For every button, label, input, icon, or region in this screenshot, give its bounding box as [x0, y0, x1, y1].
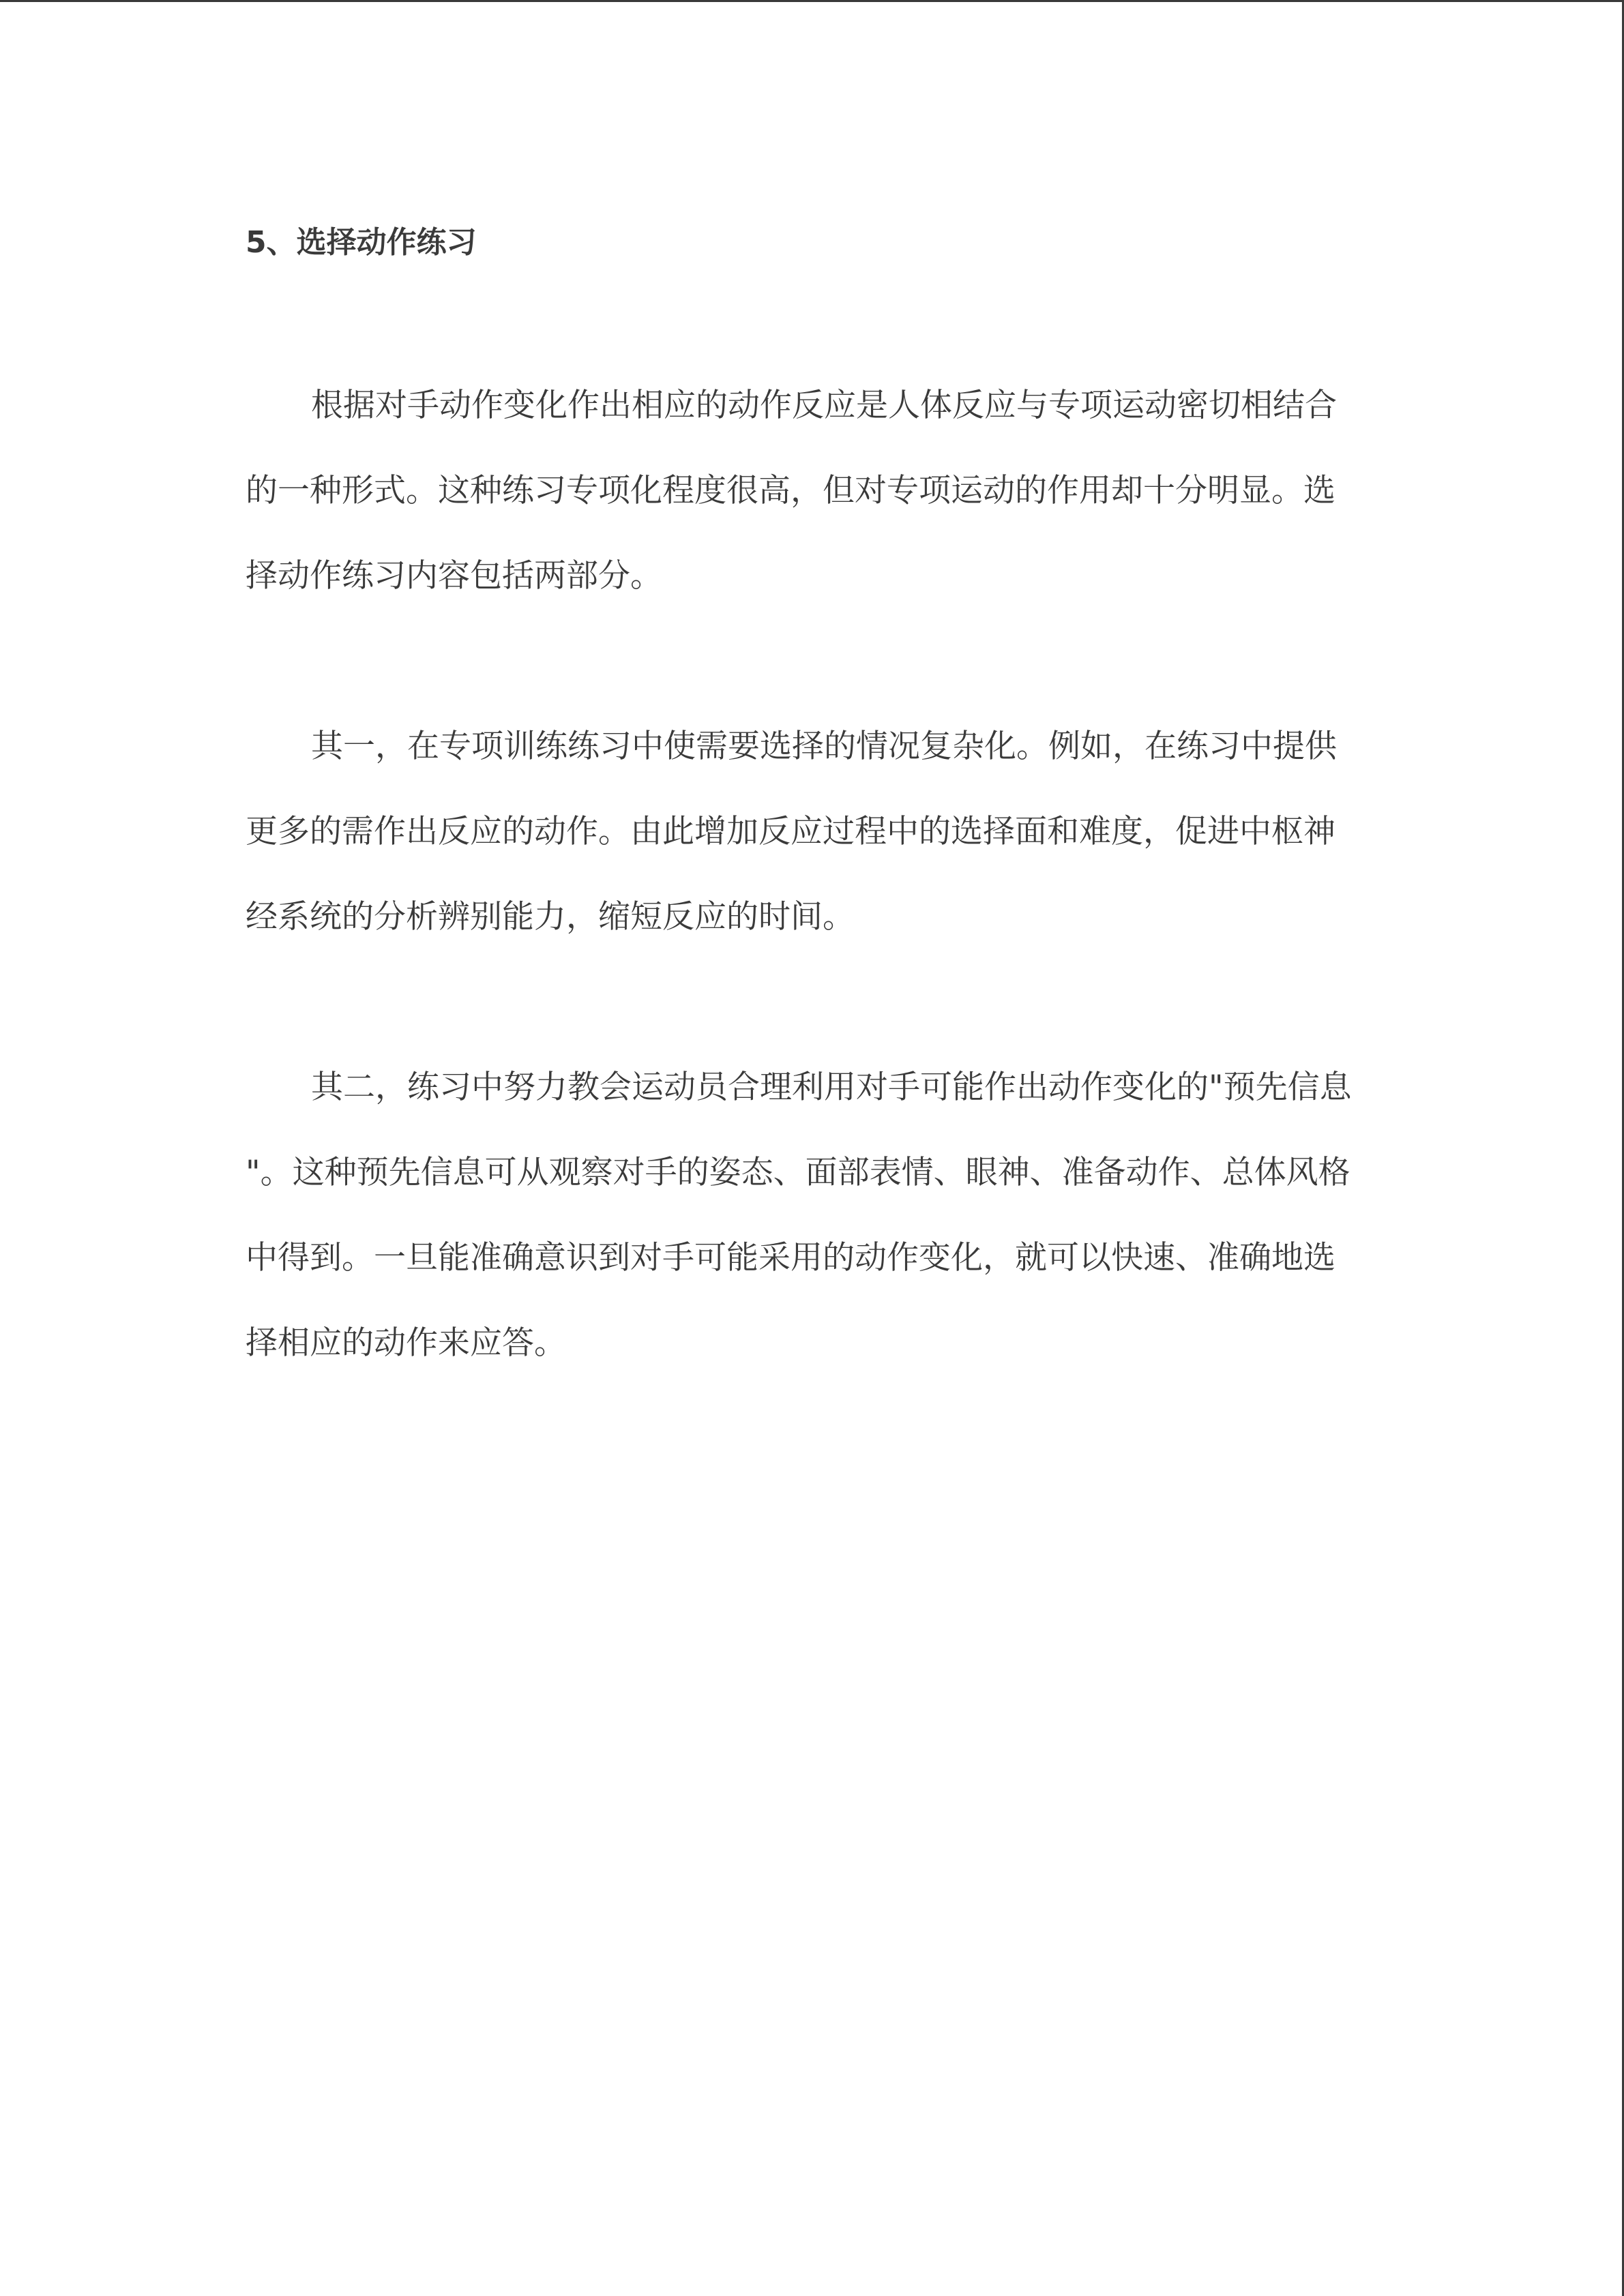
paragraph-line: 根据对手动作变化作出相应的动作反应是人体反应与专项运动密切相结合 [311, 387, 1337, 424]
paragraph-line: 经系统的分析辨别能力，缩短反应的时间。 [246, 898, 855, 936]
paragraph-line: 更多的需作出反应的动作。由此增加反应过程中的选择面和难度，促进中枢神 [246, 813, 1335, 850]
paragraph-3 [246, 1045, 1378, 1386]
paragraph-line: "。这种预先信息可从观察对手的姿态、面部表情、眼神、准备动作、总体风格 [246, 1154, 1350, 1191]
page-top-border [0, 0, 1624, 2]
document-body [246, 205, 1378, 1471]
paragraph-line: 中得到。一旦能准确意识到对手可能采用的动作变化，就可以快速、准确地选 [246, 1239, 1335, 1277]
paragraph-2 [246, 704, 1378, 959]
paragraph-1 [246, 363, 1378, 618]
section-heading: 5、选择动作练习 [246, 225, 477, 260]
paragraph-line: 其二，练习中努力教会运动员合理利用对手可能作出动作变化的"预先信息 [311, 1069, 1352, 1106]
paragraph-line: 择相应的动作来应答。 [246, 1324, 566, 1362]
paragraph-line: 其一，在专项训练练习中使需要选择的情况复杂化。例如，在练习中提供 [311, 728, 1337, 765]
paragraph-line: 择动作练习内容包括两部分。 [246, 557, 662, 595]
paragraph-line: 的一种形式。这种练习专项化程度很高，但对专项运动的作用却十分明显。选 [246, 472, 1335, 509]
